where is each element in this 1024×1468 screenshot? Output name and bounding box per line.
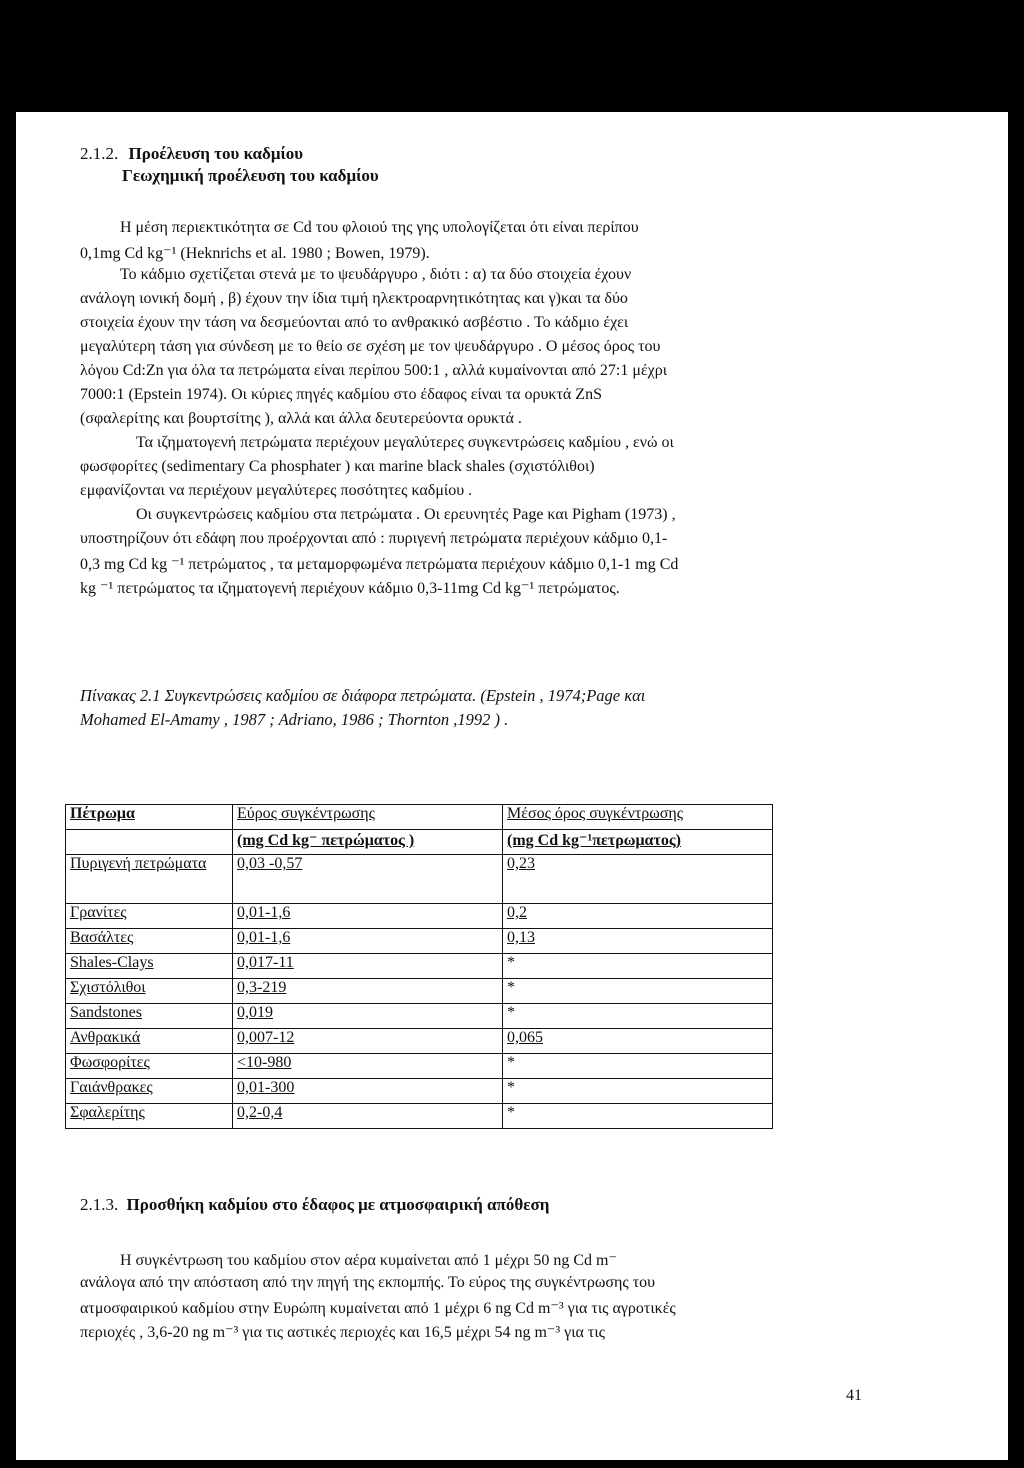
cell-mean: *: [503, 1054, 773, 1079]
cell-rock: Σχιστόλιθοι: [66, 979, 233, 1004]
subheader-rock: [66, 830, 233, 855]
section-heading: [80, 144, 303, 164]
paragraph-line: Οι συγκεντρώσεις καδμίου στα πετρώματα . Οι ερευνητές Page και Pigham (1973) ,: [136, 506, 676, 523]
section-number: 2.1.2.: [80, 144, 119, 163]
section-title: Προέλευση του καδμίου: [128, 144, 304, 163]
paragraph-line: ανάλογη ιονική δομή , β) έχουν την ίδια τιμή ηλεκτροαρνητικότητας και γ)και τα δύο: [80, 290, 628, 307]
cell-range: 0,03 -0,57: [233, 855, 503, 904]
table-row: [66, 1079, 773, 1104]
cell-rock: Φωσφορίτες: [66, 1054, 233, 1079]
cell-mean: 0,23: [503, 855, 773, 904]
cell-range: <10-980: [233, 1054, 503, 1079]
subheader-mean: (mg Cd kg⁻¹πετρωματος): [503, 830, 773, 855]
paragraph-line: ανάλογα από την απόσταση από την πηγή της εκπομπής. Το εύρος της συγκέντρωσης του: [80, 1274, 656, 1291]
cell-mean: 0,2: [503, 904, 773, 929]
paragraph-line: μεγαλύτερη τάση για σύνδεση με το θείο σε σχέση με τον ψευδάργυρο . Ο μέσος όρος του: [80, 338, 661, 355]
cell-mean: *: [503, 1104, 773, 1129]
section-title: Προσθήκη καδμίου στο έδαφος με ατμοσφαιρική απόθεση: [126, 1195, 550, 1214]
table-row: [66, 929, 773, 954]
cell-rock: Shales-Clays: [66, 954, 233, 979]
paragraph-line: εμφανίζονται να περιέχουν μεγαλύτερες ποσότητες καδμίου .: [80, 482, 473, 499]
cell-rock: Γαιάνθρακες: [66, 1079, 233, 1104]
cell-rock: Sandstones: [66, 1004, 233, 1029]
table-subheader-row: [66, 830, 773, 855]
table-row: [66, 979, 773, 1004]
paragraph-line: 0,1mg Cd kg⁻¹ (Heknrichs et al. 1980 ; Bowen, 1979).: [80, 245, 430, 262]
paragraph-line: 0,3 mg Cd kg ⁻¹ πετρώματος , τα μεταμορφωμένα πετρώματα περιέχουν κάδμιο 0,1-1 mg Cd: [80, 556, 679, 573]
table-header-row: [66, 805, 773, 830]
paragraph-line: (σφαλερίτης και βουρτσίτης ), αλλά και άλλα δευτερεύοντα ορυκτά .: [80, 410, 522, 427]
paragraph-line: Η συγκέντρωση του καδμίου στον αέρα κυμαίνεται από 1 μέχρι 50 ng Cd m⁻: [120, 1252, 617, 1269]
header-rock: Πέτρωμα: [66, 805, 233, 830]
table-row: [66, 1054, 773, 1079]
cell-range: 0,017-11: [233, 954, 503, 979]
cell-range: 0,019: [233, 1004, 503, 1029]
cell-rock: Γρανίτες: [66, 904, 233, 929]
paragraph-line: στοιχεία έχουν την τάση να δεσμεύονται από το ανθρακικό ασβέστιο . Το κάδμιο έχει: [80, 314, 629, 331]
table-row: [66, 904, 773, 929]
subsection-title: Γεωχημική προέλευση του καδμίου: [122, 166, 379, 185]
cell-range: 0,3-219: [233, 979, 503, 1004]
paragraph-line: φωσφορίτες (sedimentary Ca phosphater ) και marine black shales (σχιστόλιθοι): [80, 458, 595, 475]
cell-rock: Βασάλτες: [66, 929, 233, 954]
cell-mean: 0,065: [503, 1029, 773, 1054]
paragraph-line: kg ⁻¹ πετρώματος τα ιζηματογενή περιέχουν κάδμιο 0,3-11mg Cd kg⁻¹ πετρώματος.: [80, 580, 620, 597]
table-row: [66, 1104, 773, 1129]
cell-rock: Σφαλερίτης: [66, 1104, 233, 1129]
header-range: Εύρος συγκέντρωσης: [233, 805, 503, 830]
paragraph-line: Τα ιζηματογενή πετρώματα περιέχουν μεγαλύτερες συγκεντρώσεις καδμίου , ενώ οι: [136, 434, 674, 451]
cadmium-rocks-table: [65, 804, 773, 1129]
cell-mean: 0,13: [503, 929, 773, 954]
paragraph-line: Το κάδμιο σχετίζεται στενά με το ψευδάργυρο , διότι : α) τα δύο στοιχεία έχουν: [120, 266, 632, 283]
section-heading: [80, 1195, 549, 1215]
header-mean: Μέσος όρος συγκέντρωσης: [503, 805, 773, 830]
cell-range: 0,2-0,4: [233, 1104, 503, 1129]
section-number: 2.1.3.: [80, 1195, 119, 1214]
table-row: [66, 855, 773, 904]
cell-mean: *: [503, 954, 773, 979]
table-caption-line: Πίνακας 2.1 Συγκεντρώσεις καδμίου σε διάφορα πετρώματα. (Epstein , 1974;Page και: [80, 686, 646, 705]
paragraph-line: περιοχές , 3,6-20 ng m⁻³ για τις αστικές περιοχές και 16,5 μέχρι 54 ng m⁻³ για τις: [80, 1324, 605, 1341]
table-row: [66, 1029, 773, 1054]
paragraph-line: λόγου Cd:Zn για όλα τα πετρώματα είναι περίπου 500:1 , αλλά κυμαίνονται από 27:1 μέχρι: [80, 362, 668, 379]
paragraph-line: ατμοσφαιρικού καδμίου στην Ευρώπη κυμαίνεται από 1 μέχρι 6 ng Cd m⁻³ για τις αγροτικές: [80, 1300, 676, 1317]
paragraph-line: 7000:1 (Epstein 1974). Οι κύριες πηγές καδμίου στο έδαφος είναι τα ορυκτά ZnS: [80, 386, 602, 403]
document-sheet: [16, 112, 1008, 1460]
subheader-range: (mg Cd kg⁻ πετρώματος ): [233, 830, 503, 855]
page-number: 41: [846, 1387, 862, 1404]
paragraph-line: υποστηρίζουν ότι εδάφη που προέρχονται από : πυριγενή πετρώματα περιέχουν κάδμιο 0,1-: [80, 530, 668, 547]
cell-range: 0,01-300: [233, 1079, 503, 1104]
table-row: [66, 954, 773, 979]
cell-mean: *: [503, 979, 773, 1004]
table-row: [66, 1004, 773, 1029]
cell-range: 0,007-12: [233, 1029, 503, 1054]
paragraph-line: Η μέση περιεκτικότητα σε Cd του φλοιού της γης υπολογίζεται ότι είναι περίπου: [120, 219, 639, 236]
cell-range: 0,01-1,6: [233, 904, 503, 929]
cell-mean: *: [503, 1079, 773, 1104]
cell-mean: *: [503, 1004, 773, 1029]
table-caption-line: Mohamed El-Amamy , 1987 ; Adriano, 1986 ; Thornton ,1992 ) .: [80, 710, 509, 729]
cell-range: 0,01-1,6: [233, 929, 503, 954]
cell-rock: Ανθρακικά: [66, 1029, 233, 1054]
cell-rock: Πυριγενή πετρώματα: [66, 855, 233, 904]
